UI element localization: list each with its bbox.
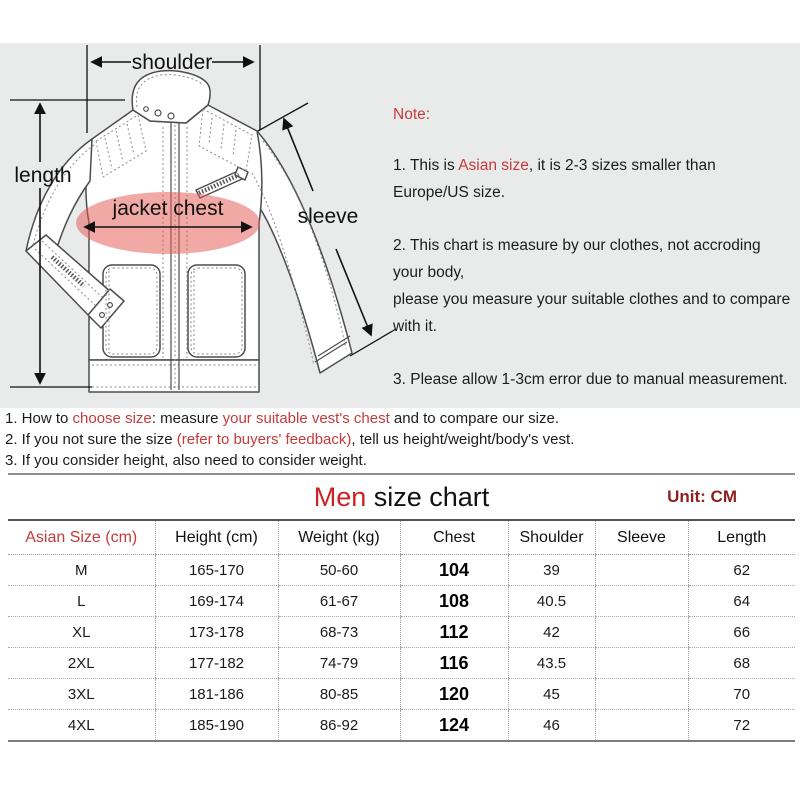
table-cell: 74-79 [278,648,400,679]
tip-line-1 [5,408,785,429]
table-cell: 68-73 [278,617,400,648]
unit-label: Unit: CM [667,487,737,506]
table-cell: 112 [400,617,508,648]
column-header: Height (cm) [155,520,278,555]
table-cell: 120 [400,679,508,710]
table-cell: 181-186 [155,679,278,710]
table-cell: 2XL [8,648,155,679]
table-cell: 45 [508,679,595,710]
table-cell: 68 [688,648,795,679]
table-cell: 3XL [8,679,155,710]
table-title-highlight: Men [313,481,367,512]
table-cell: L [8,586,155,617]
tip-line-2 [5,429,785,450]
note-item-1-text: 1. This is [393,157,459,174]
table-cell: 177-182 [155,648,278,679]
note-item-1-rest: , it is 2-3 sizes smaller than Europe/US size. [393,157,716,201]
tip-line-3: 3. If you consider height, also need to consider weight. [5,452,367,469]
table-cell: 66 [688,617,795,648]
table-row [8,710,795,742]
table-cell: 64 [688,586,795,617]
jacket-measurement-diagram [0,43,400,408]
note-item-1 [393,152,793,206]
table-cell: 61-67 [278,586,400,617]
tip-2-highlight: (refer to buyers' feedback) [176,431,352,448]
note-section [393,101,793,419]
table-cell: 43.5 [508,648,595,679]
table-cell: 39 [508,555,595,586]
table-cell: 124 [400,710,508,742]
table-cell: 42 [508,617,595,648]
table-cell [595,555,688,586]
tip-1-highlight-1: choose size [72,410,152,427]
column-header: Chest [400,520,508,555]
table-cell [595,679,688,710]
tip-2-text: 2. If you not sure the size [5,431,177,448]
table-title-rest: size chart [366,481,490,512]
column-header: Asian Size (cm) [8,520,155,555]
table-cell: 4XL [67,716,95,734]
table-title-row [8,473,795,519]
jacket-chest-label: jacket chest [112,197,224,220]
note-item-2 [393,232,793,340]
note-item-2-line1: 2. This chart is measure by our clothes, not accroding your body, [393,237,761,281]
note-item-2-line2: please you measure your suitable clothes and to compare with it. [393,291,791,335]
table-cell: 108 [400,586,508,617]
table-row [8,586,795,617]
tip-1-text: 1. How to [5,410,73,427]
tip-1-highlight-2: your suitable vest's chest [222,410,390,427]
table-title [314,482,490,513]
hero-band [0,43,800,408]
table-cell [595,586,688,617]
tip-1-rest: and to compare our size. [389,410,559,427]
tip-1-mid: : measure [151,410,223,427]
table-cell [595,710,688,742]
table-cell: 62 [688,555,795,586]
column-header: Shoulder [508,520,595,555]
table-cell: XL [8,617,155,648]
table-cell: 50-60 [278,555,400,586]
shoulder-label: shoulder [131,51,213,74]
column-header: Sleeve [595,520,688,555]
note-title: Note: [393,106,431,123]
table-cell: 104 [400,555,508,586]
table-row [8,679,795,710]
size-table-body [8,555,795,742]
size-table-section [8,473,795,742]
table-cell: 86-92 [278,710,400,742]
column-header: Length [688,520,795,555]
table-cell [595,648,688,679]
table-cell: 169-174 [155,586,278,617]
table-cell [595,617,688,648]
table-row [8,648,795,679]
table-cell: 173-178 [155,617,278,648]
size-table-header-row [8,520,795,555]
column-header: Weight (kg) [278,520,400,555]
table-cell: 165-170 [155,555,278,586]
table-cell: 80-85 [278,679,400,710]
table-cell: 116 [400,648,508,679]
tips-section [5,408,785,471]
table-cell: 70 [688,679,795,710]
note-item-1-highlight: Asian size [458,157,529,174]
table-cell: 185-190 [155,710,278,742]
sleeve-label: sleeve [297,205,359,228]
tip-2-rest: , tell us height/weight/body's vest. [351,431,575,448]
table-row [8,617,795,648]
size-table [8,519,795,742]
note-item-3: 3. Please allow 1-3cm error due to manual measurement. [393,371,788,388]
table-cell: 40.5 [508,586,595,617]
table-cell: 46 [508,710,595,742]
table-cell: M [8,555,155,586]
length-label: length [14,164,72,187]
table-row [8,555,795,586]
table-cell: 72 [688,710,795,742]
